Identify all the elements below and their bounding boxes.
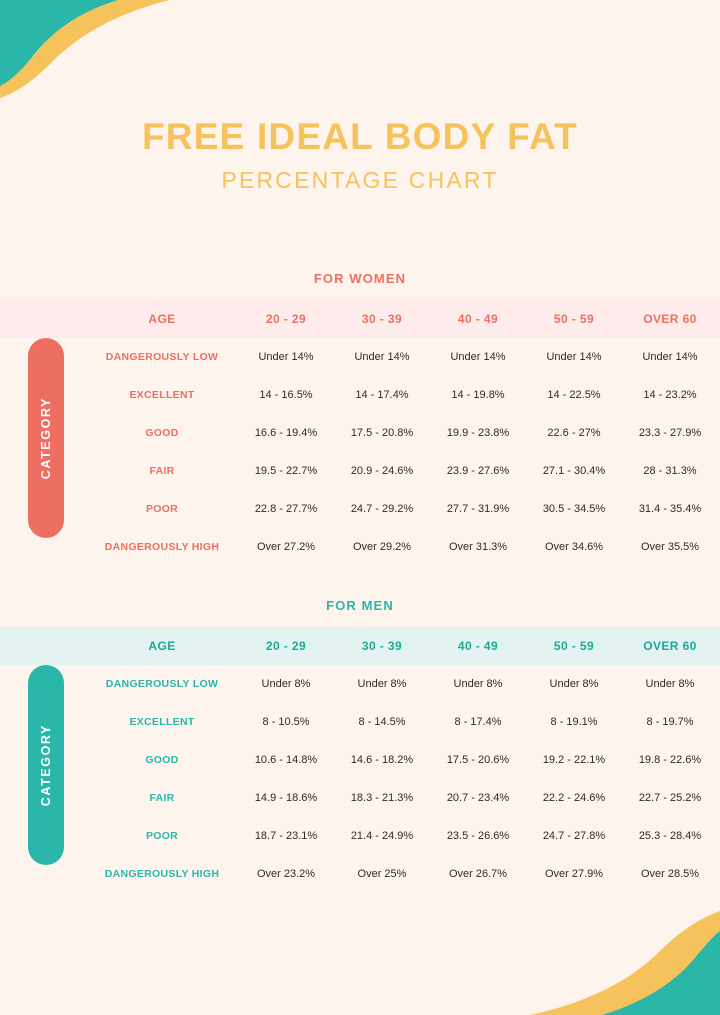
column-header-over-60: OVER 60 [643, 639, 697, 653]
column-header-50-59: 50 - 59 [553, 639, 595, 653]
cell-value: 19.5 - 22.7% [254, 465, 318, 477]
row-label: POOR [145, 830, 179, 842]
table-row [0, 779, 720, 817]
cell-value: Under 8% [453, 678, 503, 690]
cell-value: 27.1 - 30.4% [542, 465, 606, 477]
section-heading-men: FOR MEN [326, 598, 394, 613]
table-row [0, 855, 720, 893]
cell-value: 20.7 - 23.4% [446, 792, 510, 804]
row-label: GOOD [145, 754, 179, 766]
cell-value: 22.8 - 27.7% [254, 503, 318, 515]
section-heading-women: FOR WOMEN [313, 271, 407, 286]
cell-value: Over 27.9% [544, 868, 604, 880]
cell-value: 14 - 19.8% [451, 389, 505, 401]
table-row [0, 376, 720, 414]
section-women [0, 255, 720, 566]
cell-value: 8 - 14.5% [358, 716, 406, 728]
row-label: DANGEROUSLY LOW [105, 351, 219, 363]
table-row [0, 452, 720, 490]
table-body-men [0, 665, 720, 893]
cell-value: 22.6 - 27% [547, 427, 601, 439]
row-label: EXCELLENT [129, 716, 195, 728]
cell-value: Over 25% [357, 868, 407, 880]
cell-value: 27.7 - 31.9% [446, 503, 510, 515]
column-header-40-49: 40 - 49 [457, 312, 499, 326]
cell-value: 18.7 - 23.1% [254, 830, 318, 842]
row-label: GOOD [145, 427, 179, 439]
table-row [0, 490, 720, 528]
cell-value: Over 26.7% [448, 868, 508, 880]
table-row [0, 665, 720, 703]
cell-value: Over 23.2% [256, 868, 316, 880]
cell-value: Over 34.6% [544, 541, 604, 553]
cell-value: 23.9 - 27.6% [446, 465, 510, 477]
cell-value: Under 14% [450, 351, 506, 363]
cell-value: 17.5 - 20.8% [350, 427, 414, 439]
row-label: DANGEROUSLY HIGH [104, 541, 220, 553]
table-row [0, 703, 720, 741]
table-row [0, 741, 720, 779]
category-pill-men [28, 665, 64, 865]
decorative-corner-top-left [0, 0, 210, 100]
cell-value: 31.4 - 35.4% [638, 503, 702, 515]
cell-value: 19.2 - 22.1% [542, 754, 606, 766]
cell-value: 10.6 - 14.8% [254, 754, 318, 766]
cell-value: 25.3 - 28.4% [638, 830, 702, 842]
cell-value: 14 - 17.4% [355, 389, 409, 401]
cell-value: Over 28.5% [640, 868, 700, 880]
cell-value: 18.3 - 21.3% [350, 792, 414, 804]
page-title: FREE IDEAL BODY FAT [141, 116, 578, 157]
cell-value: Over 35.5% [640, 541, 700, 553]
cell-value: Over 29.2% [352, 541, 412, 553]
cell-value: 14.9 - 18.6% [254, 792, 318, 804]
column-header-30-39: 30 - 39 [361, 639, 403, 653]
cell-value: 14.6 - 18.2% [350, 754, 414, 766]
cell-value: Over 31.3% [448, 541, 508, 553]
cell-value: 17.5 - 20.6% [446, 754, 510, 766]
category-pill-women [28, 338, 64, 538]
row-label: DANGEROUSLY HIGH [104, 868, 220, 880]
cell-value: 24.7 - 29.2% [350, 503, 414, 515]
cell-value: 20.9 - 24.6% [350, 465, 414, 477]
column-header-20-29: 20 - 29 [265, 639, 307, 653]
row-label: POOR [145, 503, 179, 515]
cell-value: 23.5 - 26.6% [446, 830, 510, 842]
cell-value: Under 8% [261, 678, 311, 690]
cell-value: 8 - 19.1% [550, 716, 598, 728]
cell-value: Under 14% [642, 351, 698, 363]
cell-value: 8 - 17.4% [454, 716, 502, 728]
cell-value: Under 14% [354, 351, 410, 363]
cell-value: Under 8% [549, 678, 599, 690]
table-body-women [0, 338, 720, 566]
column-header-30-39: 30 - 39 [361, 312, 403, 326]
cell-value: Under 8% [357, 678, 407, 690]
row-label: DANGEROUSLY LOW [105, 678, 219, 690]
category-pill-label: CATEGORY [39, 723, 53, 807]
column-header-20-29: 20 - 29 [265, 312, 307, 326]
column-header-50-59: 50 - 59 [553, 312, 595, 326]
column-header-age: AGE [148, 312, 176, 326]
table-header-men [0, 627, 720, 665]
column-header-over-60: OVER 60 [643, 312, 697, 326]
cell-value: 8 - 10.5% [262, 716, 310, 728]
row-label: EXCELLENT [129, 389, 195, 401]
cell-value: 23.3 - 27.9% [638, 427, 702, 439]
cell-value: 24.7 - 27.8% [542, 830, 606, 842]
section-men [0, 582, 720, 893]
cell-value: 14 - 23.2% [643, 389, 697, 401]
row-label: FAIR [149, 792, 175, 804]
cell-value: 16.6 - 19.4% [254, 427, 318, 439]
cell-value: Over 27.2% [256, 541, 316, 553]
column-header-40-49: 40 - 49 [457, 639, 499, 653]
cell-value: 22.2 - 24.6% [542, 792, 606, 804]
cell-value: 30.5 - 34.5% [542, 503, 606, 515]
table-row [0, 414, 720, 452]
cell-value: 21.4 - 24.9% [350, 830, 414, 842]
cell-value: 28 - 31.3% [643, 465, 697, 477]
page-subtitle: PERCENTAGE CHART [221, 166, 499, 193]
table-row [0, 817, 720, 855]
category-pill-label: CATEGORY [39, 396, 53, 480]
cell-value: 19.8 - 22.6% [638, 754, 702, 766]
table-row [0, 338, 720, 376]
cell-value: Under 8% [645, 678, 695, 690]
cell-value: 14 - 22.5% [547, 389, 601, 401]
row-label: FAIR [149, 465, 175, 477]
cell-value: 8 - 19.7% [646, 716, 694, 728]
cell-value: 19.9 - 23.8% [446, 427, 510, 439]
cell-value: 14 - 16.5% [259, 389, 313, 401]
decorative-corner-bottom-right [490, 905, 720, 1015]
cell-value: 22.7 - 25.2% [638, 792, 702, 804]
page-title-block [0, 118, 720, 194]
table-header-women [0, 300, 720, 338]
column-header-age: AGE [148, 639, 176, 653]
cell-value: Under 14% [258, 351, 314, 363]
cell-value: Under 14% [546, 351, 602, 363]
table-row [0, 528, 720, 566]
